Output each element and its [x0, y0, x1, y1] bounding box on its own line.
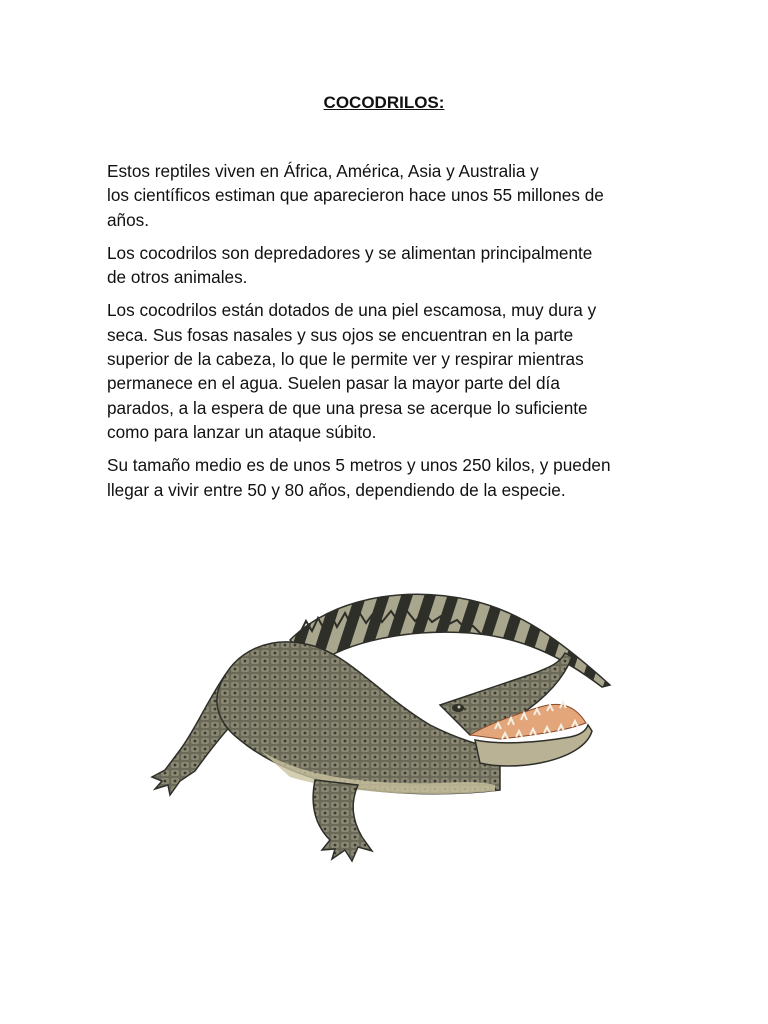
text-line: llegar a vivir entre 50 y 80 años, dependiendo de la especie. — [107, 479, 566, 500]
paragraph-habitat — [107, 159, 667, 232]
paragraph-size — [107, 453, 667, 502]
crocodile-image — [140, 545, 620, 885]
text-line: parados, a la espera de que una presa se acerque lo suficiente — [107, 397, 588, 418]
text-line: como para lanzar un ataque súbito. — [107, 421, 377, 442]
text-line: los científicos estiman que aparecieron hace unos 55 millones de — [107, 185, 604, 206]
text-line: seca. Sus fosas nasales y sus ojos se encuentran en la parte — [107, 324, 574, 345]
text-line: de otros animales. — [107, 267, 248, 288]
front-leg — [313, 780, 372, 861]
text-line: Los cocodrilos son depredadores y se alimentan principalmente — [107, 242, 593, 263]
text-line: Estos reptiles viven en África, América, Asia y Australia y — [107, 161, 539, 181]
text-line: años. — [107, 209, 150, 230]
document-body — [107, 159, 667, 511]
text-line: permanece en el agua. Suelen pasar la mayor parte del día — [107, 373, 560, 394]
crocodile-illustration — [140, 545, 620, 885]
paragraph-anatomy — [107, 298, 667, 444]
text-line: Su tamaño medio es de unos 5 metros y unos 250 kilos, y pueden — [107, 455, 611, 476]
text-line: Los cocodrilos están dotados de una piel escamosa, muy dura y — [107, 300, 597, 321]
text-line: superior de la cabeza, lo que le permite ver y respirar mientras — [107, 349, 584, 370]
page-title: COCODRILOS: — [323, 93, 445, 112]
paragraph-diet — [107, 241, 667, 290]
